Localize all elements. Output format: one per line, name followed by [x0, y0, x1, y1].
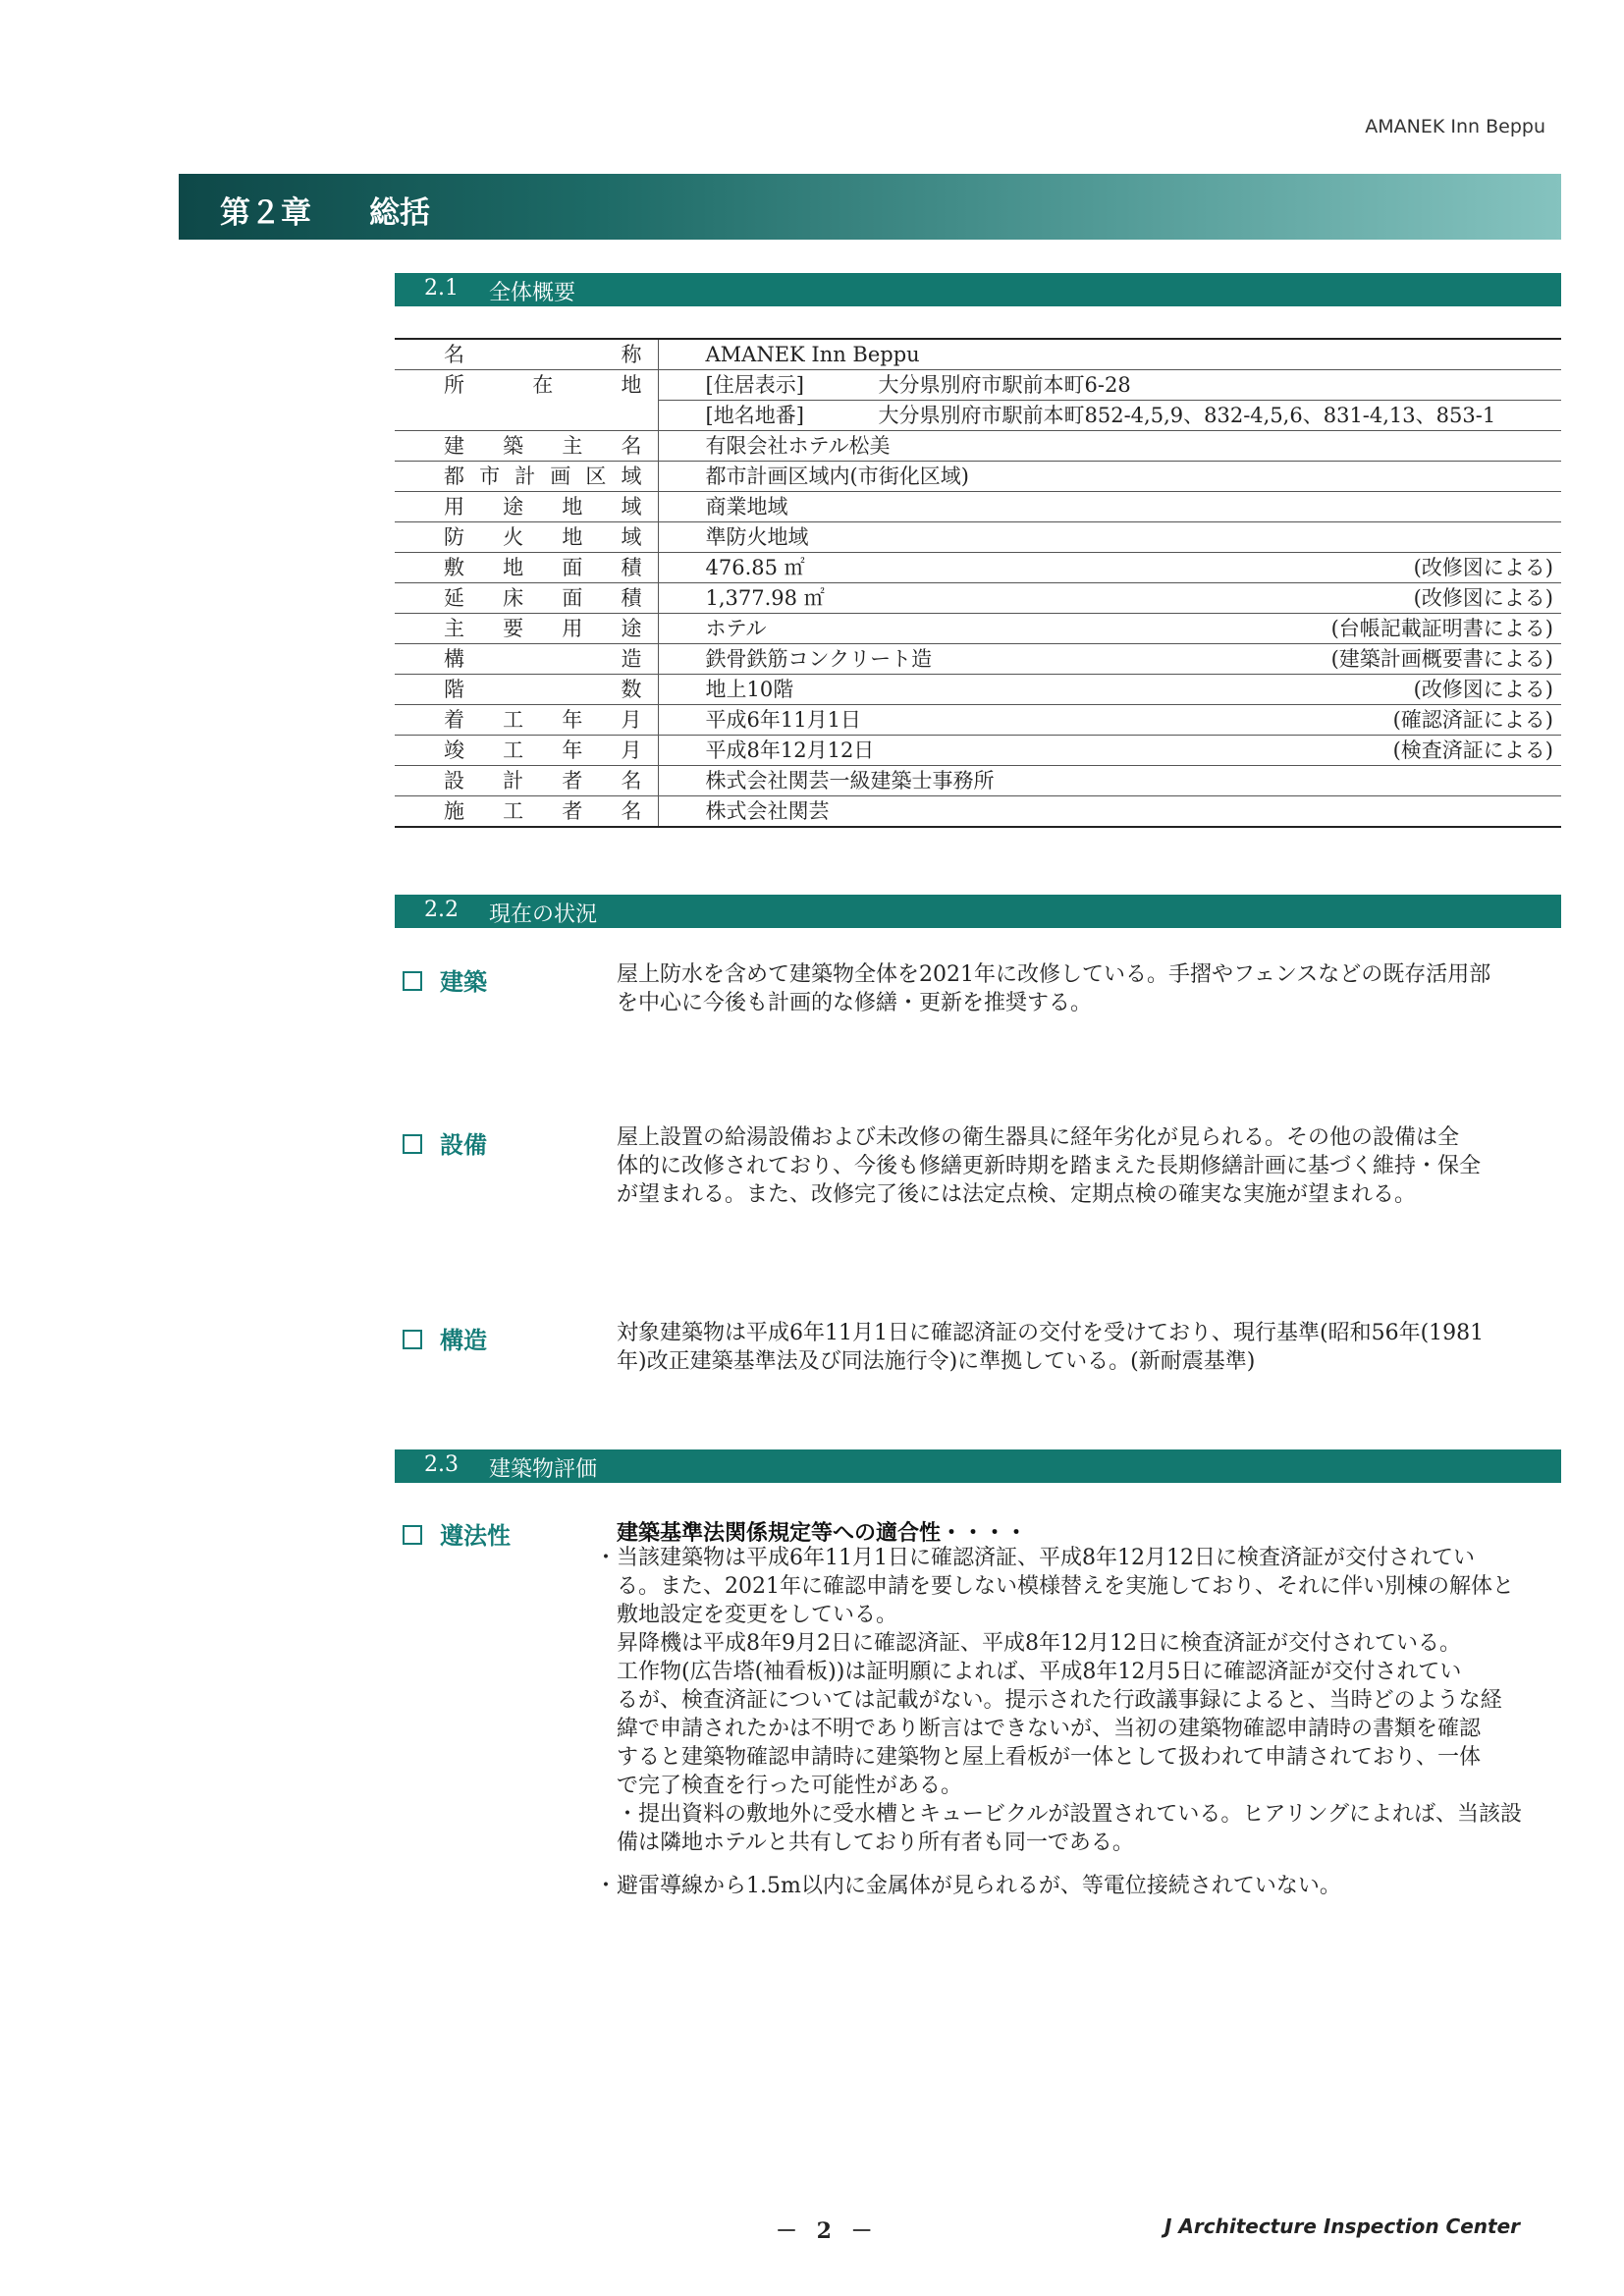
overview-value: 1,377.98 ㎡ [705, 586, 825, 610]
paragraph-line: るが、検査済証については記載がない。提示された行政議事録によると、当時どのような経 [617, 1688, 1502, 1713]
overview-note: (改修図による) [1413, 678, 1553, 701]
overview-row [395, 431, 1561, 462]
paragraph-line: で完了検査を行った可能性がある。 [617, 1774, 963, 1798]
paragraph-line: 屋上設置の給湯設備および未改修の衛生器具に経年劣化が見られる。その他の設備は全 [617, 1125, 1460, 1150]
bullet-dot: ・ [595, 1546, 618, 1570]
overview-row [395, 705, 1561, 736]
bullet-dot: ・ [595, 1874, 618, 1898]
paragraph-line: 対象建築物は平成6年11月1日に確認済証の交付を受けており、現行基準(昭和56年(1981 [617, 1321, 1485, 1345]
overview-row [395, 796, 1561, 828]
checkbox-square-icon [403, 971, 422, 991]
footer-organization: J Architecture Inspection Center [1164, 2214, 1521, 2238]
paragraph-line: 緯で申請されたかは不明であり断言はできないが、当初の建築物確認申請時の書類を確認 [617, 1717, 1482, 1741]
overview-value: ホテル [705, 617, 767, 640]
overview-label: 構造 [395, 644, 658, 675]
overview-value: 平成6年11月1日 [705, 708, 861, 732]
checkbox-square-icon [403, 1525, 422, 1545]
paragraph-line: 備は隣地ホテルと共有しており所有者も同一である。 [617, 1831, 1134, 1855]
subhead-architecture: 建築 [403, 962, 487, 997]
paragraph-line: 屋上防水を含めて建築物全体を2021年に改修している。手摺やフェンスなどの既存活用部 [617, 962, 1491, 987]
chapter-title: 総括 [369, 195, 430, 231]
paragraph-line: 昇降機は平成8年9月2日に確認済証、平成8年12月12日に検査済証が交付されている。 [617, 1631, 1461, 1656]
overview-label: 所在地 [395, 370, 658, 401]
overview-row [395, 339, 1561, 370]
overview-label: 防火地域 [395, 522, 658, 553]
overview-value-cell [658, 401, 1561, 431]
overview-note: (建築計画概要書による) [1330, 647, 1553, 671]
overview-label [395, 401, 658, 431]
overview-value-cell [658, 736, 1561, 766]
overview-value-cell [658, 553, 1561, 583]
overview-label: 着工年月 [395, 705, 658, 736]
overview-value-cell [658, 431, 1561, 462]
overview-value-cell [658, 675, 1561, 705]
chapter-banner [179, 174, 1561, 240]
subhead-structure: 構造 [403, 1321, 487, 1355]
overview-row [395, 370, 1561, 401]
paragraph-equipment [617, 1123, 1559, 1209]
chapter-number: 第２章 [220, 195, 311, 231]
overview-label: 用途地域 [395, 492, 658, 522]
overview-row [395, 675, 1561, 705]
subhead-compliance: 遵法性 [403, 1516, 511, 1551]
checkbox-square-icon [403, 1330, 422, 1349]
overview-row [395, 644, 1561, 675]
overview-value: 商業地域 [705, 495, 788, 519]
overview-value: 株式会社関芸一級建築士事務所 [705, 769, 995, 793]
overview-value: 都市計画区域内(市街化区域) [705, 465, 969, 488]
overview-row [395, 736, 1561, 766]
overview-value: 476.85 ㎡ [705, 556, 805, 579]
overview-row [395, 522, 1561, 553]
running-header: AMANEK Inn Beppu [1365, 116, 1545, 137]
paragraph-structure [617, 1319, 1559, 1376]
paragraph-line: ・提出資料の敷地外に受水槽とキュービクルが設置されている。ヒアリングによれば、当該設 [617, 1802, 1523, 1827]
overview-row [395, 766, 1561, 796]
overview-value-cell [658, 492, 1561, 522]
overview-sublabel: [住居表示] [705, 373, 804, 397]
paragraph-line: る。また、2021年に確認申請を要しない模様替えを実施しており、それに伴い別棟の解体と [617, 1574, 1514, 1599]
overview-row [395, 614, 1561, 644]
overview-value: 大分県別府市駅前本町6-28 [878, 373, 1131, 397]
section-bar-2-1 [395, 273, 1561, 306]
section-number: 2.3 [424, 1452, 459, 1477]
compliance-block-1 [617, 1544, 1559, 1857]
overview-value: 大分県別府市駅前本町852-4,5,9、832-4,5,6、831-4,13、853-1 [878, 404, 1496, 427]
paragraph-line: 当該建築物は平成6年11月1日に確認済証、平成8年12月12日に検査済証が交付されてい [617, 1546, 1475, 1570]
overview-note: (改修図による) [1413, 586, 1553, 610]
overview-label: 施工者名 [395, 796, 658, 828]
compliance-block-2: 避雷導線から1.5m以内に金属体が見られるが、等電位接続されていない。 [617, 1874, 1341, 1898]
overview-value-cell [658, 339, 1561, 370]
overview-note: (確認済証による) [1392, 708, 1553, 732]
section-number: 2.1 [424, 276, 459, 301]
overview-sublabel: [地名地番] [705, 404, 804, 427]
overview-value-cell [658, 796, 1561, 828]
paragraph-line: 工作物(広告塔(袖看板))は証明願によれば、平成8年12月5日に確認済証が交付されてい [617, 1660, 1462, 1684]
overview-label: 建築主名 [395, 431, 658, 462]
overview-row [395, 492, 1561, 522]
section-title: 現在の状況 [489, 902, 598, 927]
overview-value: 準防火地域 [705, 525, 809, 549]
overview-label: 延床面積 [395, 583, 658, 614]
overview-value: 株式会社関芸 [705, 799, 830, 823]
overview-label: 階数 [395, 675, 658, 705]
overview-value-cell [658, 370, 1561, 401]
overview-row [395, 583, 1561, 614]
overview-value: 有限会社ホテル松美 [705, 434, 891, 458]
section-bar-2-3 [395, 1449, 1561, 1483]
overview-label: 都市計画区域 [395, 462, 658, 492]
paragraph-architecture [617, 960, 1559, 1017]
paragraph-line: すると建築物確認申請時に建築物と屋上看板が一体として扱われて申請されており、一体 [617, 1745, 1482, 1770]
overview-label: 竣工年月 [395, 736, 658, 766]
overview-value: 平成8年12月12日 [705, 738, 875, 762]
checkbox-square-icon [403, 1134, 422, 1154]
page-number: － 2 － [776, 2218, 879, 2244]
overview-value-cell [658, 644, 1561, 675]
overview-row [395, 401, 1561, 431]
overview-value: 鉄骨鉄筋コンクリート造 [705, 647, 933, 671]
overview-value-cell [658, 522, 1561, 553]
overview-note: (台帳記載証明書による) [1330, 617, 1553, 640]
section-title: 建築物評価 [489, 1457, 598, 1482]
overview-value-cell [658, 705, 1561, 736]
paragraph-line: が望まれる。また、改修完了後には法定点検、定期点検の確実な実施が望まれる。 [617, 1182, 1417, 1207]
overview-value-cell [658, 766, 1561, 796]
paragraph-line: 年)改正建築基準法及び同法施行令)に準拠している。(新耐震基準) [617, 1349, 1256, 1374]
compliance-subtitle: 建築基準法関係規定等への適合性・・・・ [617, 1521, 1028, 1546]
paragraph-line: 敷地設定を変更をしている。 [617, 1603, 898, 1627]
overview-row [395, 553, 1561, 583]
overview-label: 設計者名 [395, 766, 658, 796]
overview-note: (検査済証による) [1392, 738, 1553, 762]
overview-note: (改修図による) [1413, 556, 1553, 579]
section-bar-2-2 [395, 895, 1561, 928]
overview-value: 地上10階 [705, 678, 794, 701]
subhead-equipment: 設備 [403, 1125, 487, 1160]
overview-label: 敷地面積 [395, 553, 658, 583]
overview-label: 名称 [395, 339, 658, 370]
paragraph-line: を中心に今後も計画的な修繕・更新を推奨する。 [617, 991, 1093, 1015]
overview-value-cell [658, 462, 1561, 492]
overview-table [395, 338, 1561, 828]
overview-value-cell [658, 583, 1561, 614]
overview-value: AMANEK Inn Beppu [705, 343, 920, 366]
paragraph-line: 体的に改修されており、今後も修繕更新時期を踏まえた長期修繕計画に基づく維持・保全 [617, 1154, 1482, 1178]
section-number: 2.2 [424, 898, 459, 922]
overview-value-cell [658, 614, 1561, 644]
overview-label: 主要用途 [395, 614, 658, 644]
overview-row [395, 462, 1561, 492]
section-title: 全体概要 [489, 281, 576, 305]
